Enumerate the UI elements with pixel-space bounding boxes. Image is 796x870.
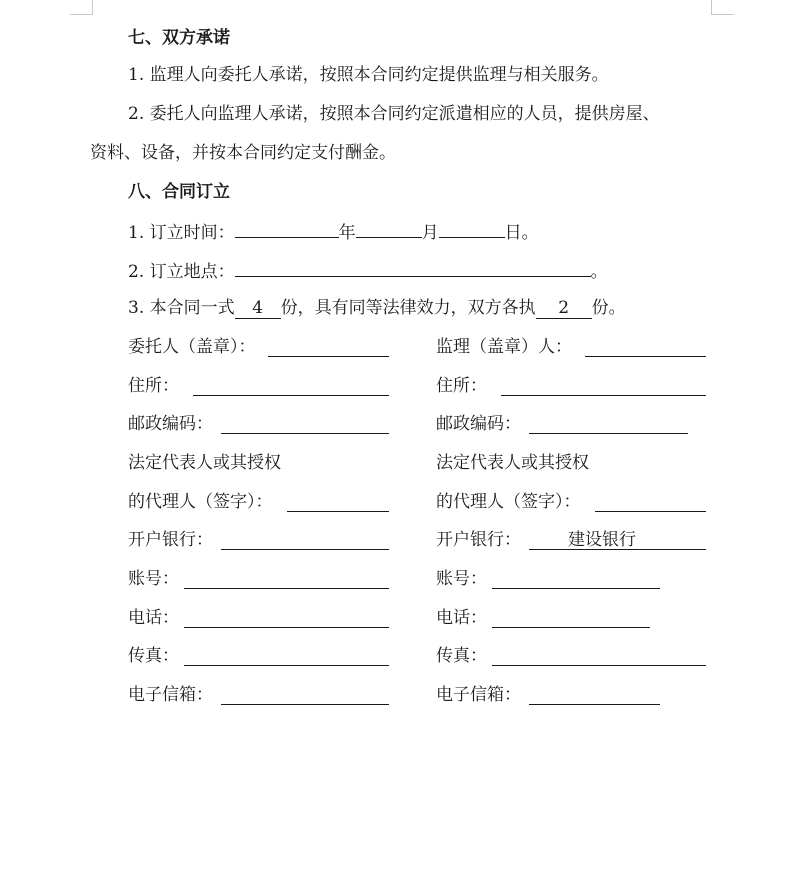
- supervisor-account-label: 账号：: [436, 569, 487, 589]
- supervisor-fax-field[interactable]: [492, 664, 706, 666]
- client-seal-label: 委托人（盖章）：: [128, 337, 256, 357]
- supervisor-seal-field[interactable]: [585, 355, 706, 357]
- section-heading: 七、双方承诺: [128, 28, 230, 48]
- section-heading: 八、合同订立: [128, 182, 230, 202]
- client-seal-field[interactable]: [268, 355, 389, 357]
- supervisor-email-label: 电子信箱：: [436, 685, 521, 705]
- supervisor-bank-value: 建设银行: [568, 530, 636, 550]
- client-postcode-field[interactable]: [221, 432, 389, 434]
- supervisor-rep-label-line2: 的代理人（签字）：: [436, 492, 581, 512]
- client-account-field[interactable]: [184, 587, 389, 589]
- margin-corner-mark: [711, 0, 734, 15]
- year-label: 年: [338, 223, 356, 243]
- year-blank[interactable]: [235, 218, 339, 238]
- signing-time-line: [128, 218, 539, 245]
- place-suffix: 。: [590, 262, 608, 282]
- copies-line: [128, 296, 626, 320]
- supervisor-address-field[interactable]: [501, 394, 706, 396]
- client-bank-label: 开户银行：: [128, 530, 213, 550]
- supervisor-phone-field[interactable]: [492, 626, 650, 628]
- month-blank[interactable]: [356, 218, 422, 238]
- supervisor-rep-signature-field[interactable]: [595, 510, 706, 512]
- day-blank[interactable]: [439, 218, 505, 238]
- client-phone-label: 电话：: [128, 608, 179, 628]
- supervisor-bank-label: 开户银行：: [436, 530, 521, 550]
- signing-time-label: 1. 订立时间：: [128, 223, 235, 243]
- paragraph: 1. 监理人向委托人承诺，按照本合同约定提供监理与相关服务。: [128, 65, 609, 85]
- copies-suffix: 份。: [591, 298, 626, 318]
- client-address-label: 住所：: [128, 376, 179, 396]
- client-rep-signature-field[interactable]: [287, 510, 389, 512]
- client-bank-field[interactable]: [221, 548, 389, 550]
- client-fax-field[interactable]: [184, 664, 389, 666]
- paragraph: 资料、设备，并按本合同约定支付酬金。: [90, 143, 396, 163]
- supervisor-phone-label: 电话：: [436, 608, 487, 628]
- client-address-field[interactable]: [193, 394, 389, 396]
- copies-each-value: 2: [536, 298, 592, 319]
- client-postcode-label: 邮政编码：: [128, 414, 213, 434]
- place-blank[interactable]: [235, 257, 591, 277]
- client-fax-label: 传真：: [128, 646, 179, 666]
- month-label: 月: [421, 223, 439, 243]
- client-phone-field[interactable]: [184, 626, 389, 628]
- supervisor-rep-label-line1: 法定代表人或其授权: [436, 453, 589, 473]
- supervisor-fax-label: 传真：: [436, 646, 487, 666]
- supervisor-postcode-field[interactable]: [529, 432, 688, 434]
- client-email-label: 电子信箱：: [128, 685, 213, 705]
- day-label: 日。: [504, 223, 539, 243]
- supervisor-seal-label: 监理（盖章）人：: [436, 337, 572, 357]
- client-rep-label-line1: 法定代表人或其授权: [128, 453, 281, 473]
- supervisor-address-label: 住所：: [436, 376, 487, 396]
- signing-place-line: [128, 257, 608, 284]
- paragraph: 2. 委托人向监理人承诺，按照本合同约定派遣相应的人员，提供房屋、: [128, 104, 660, 124]
- client-email-field[interactable]: [221, 703, 389, 705]
- client-account-label: 账号：: [128, 569, 179, 589]
- supervisor-account-field[interactable]: [492, 587, 660, 589]
- margin-corner-mark: [70, 0, 93, 15]
- copies-mid-text: 份，具有同等法律效力，双方各执: [280, 298, 536, 318]
- copies-label: 3. 本合同一式: [128, 298, 235, 318]
- supervisor-postcode-label: 邮政编码：: [436, 414, 521, 434]
- copies-total-value: 4: [235, 298, 281, 319]
- client-rep-label-line2: 的代理人（签字）：: [128, 492, 273, 512]
- signing-place-label: 2. 订立地点：: [128, 262, 235, 282]
- supervisor-email-field[interactable]: [529, 703, 660, 705]
